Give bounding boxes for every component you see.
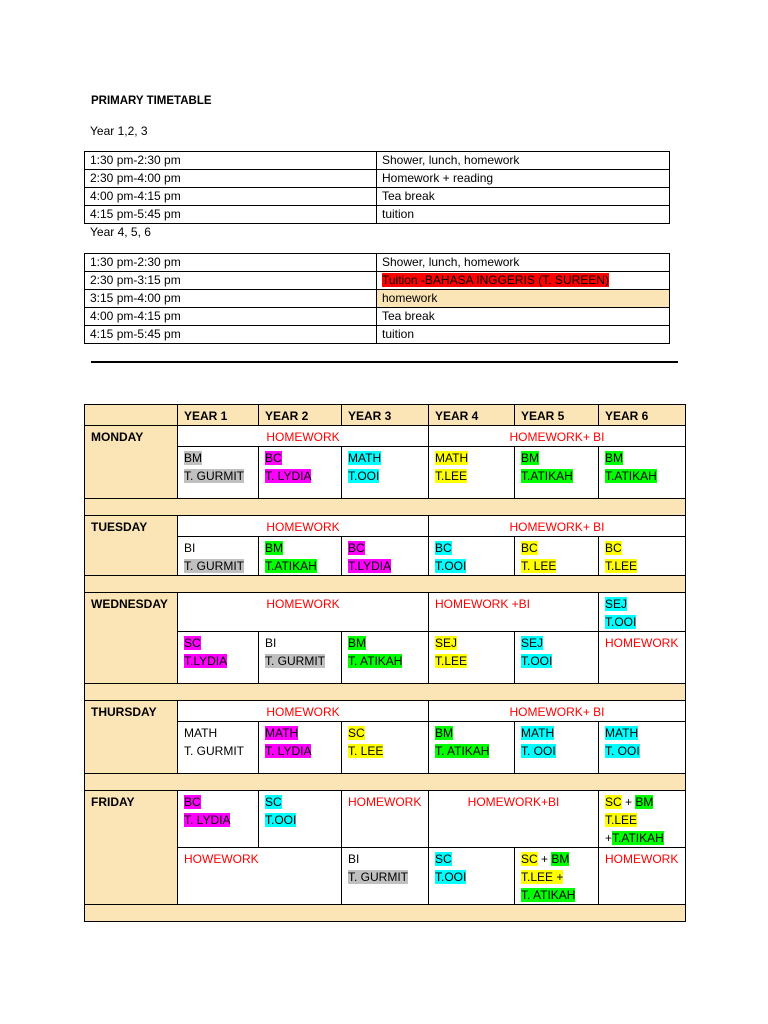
lesson-cell: BI T. GURMIT: [259, 632, 342, 684]
table-row: 2:30 pm-3:15 pm Tuition -BAHASA INGGERIS (T. SUREEN): [85, 272, 670, 290]
table-row: 4:15 pm-5:45 pm tuition: [85, 326, 670, 344]
lower-years-schedule: [84, 151, 670, 224]
lesson-cell: MATH T. LYDIA: [259, 722, 342, 774]
lesson-cell: BC T.LYDIA: [342, 537, 429, 576]
header-year-3: YEAR 3: [342, 405, 429, 426]
table-row: 4:15 pm-5:45 pm tuition: [85, 206, 670, 224]
lesson-cell: MATH T.LEE: [429, 447, 515, 499]
lesson-cell: BI T. GURMIT: [178, 537, 259, 576]
lesson-cell: BC T.LEE: [599, 537, 686, 576]
thursday-homework: HOMEWORK: [178, 701, 429, 722]
lesson-cell: BC T.OOI: [429, 537, 515, 576]
spacer-row: [85, 684, 686, 701]
table-row: 1:30 pm-2:30 pm Shower, lunch, homework: [85, 152, 670, 170]
lesson-cell: BI T. GURMIT: [342, 848, 429, 905]
lower-years-heading: Year 1,2, 3: [90, 124, 148, 138]
lesson-cell: MATH T.OOI: [342, 447, 429, 499]
thursday-homework-bi: HOMEWORK+ BI: [429, 701, 686, 722]
friday-y6-homework: HOMEWORK: [599, 848, 686, 905]
horizontal-rule: [91, 361, 678, 363]
corner-cell: [85, 405, 178, 426]
upper-years-heading: Year 4, 5, 6: [90, 225, 151, 239]
lesson-cell: SC T. LEE: [342, 722, 429, 774]
header-year-1: YEAR 1: [178, 405, 259, 426]
lesson-cell: BM T. ATIKAH: [342, 632, 429, 684]
table-row: [85, 593, 686, 632]
table-row: [85, 791, 686, 848]
friday-homework-bi: HOMEWORK+BI: [429, 791, 599, 848]
header-year-4: YEAR 4: [429, 405, 515, 426]
monday-homework: HOMEWORK: [178, 426, 429, 447]
spacer-row: [85, 774, 686, 791]
day-label-friday: FRIDAY: [85, 791, 178, 905]
lesson-cell: BM T.ATIKAH: [259, 537, 342, 576]
day-label-thursday: THURSDAY: [85, 701, 178, 774]
monday-homework-bi: HOMEWORK+ BI: [429, 426, 686, 447]
tuesday-homework-bi: HOMEWORK+ BI: [429, 516, 686, 537]
lesson-cell: SC T.LYDIA: [178, 632, 259, 684]
lesson-cell: BM T. ATIKAH: [429, 722, 515, 774]
lesson-cell: SC T.OOI: [259, 791, 342, 848]
lesson-cell: MATH T. GURMIT: [178, 722, 259, 774]
lesson-cell: SC T.OOI: [429, 848, 515, 905]
spacer-row: [85, 499, 686, 516]
lesson-cell: SC + BM T.LEE + T. ATIKAH: [515, 848, 599, 905]
spacer-row: [85, 576, 686, 593]
lesson-cell: BM T.ATIKAH: [599, 447, 686, 499]
lesson-cell: SEJ T.OOI: [599, 593, 686, 632]
day-label-tuesday: TUESDAY: [85, 516, 178, 576]
day-label-wednesday: WEDNESDAY: [85, 593, 178, 684]
table-row: 4:00 pm-4:15 pm Tea break: [85, 188, 670, 206]
lesson-cell: BM T. GURMIT: [178, 447, 259, 499]
header-row: [85, 405, 686, 426]
table-row: 3:15 pm-4:00 pm homework: [85, 290, 670, 308]
lesson-cell: BC T. LEE: [515, 537, 599, 576]
table-row: [85, 701, 686, 722]
wednesday-homework-bi: HOMEWORK +BI: [429, 593, 599, 632]
lesson-cell: SEJ T.OOI: [515, 632, 599, 684]
tuesday-homework: HOMEWORK: [178, 516, 429, 537]
table-row: [85, 516, 686, 537]
upper-years-schedule: [84, 253, 670, 344]
table-row: 4:00 pm-4:15 pm Tea break: [85, 308, 670, 326]
page-title: PRIMARY TIMETABLE: [91, 95, 212, 107]
lesson-cell: MATH T. OOI: [515, 722, 599, 774]
wednesday-y6-homework: HOMEWORK: [599, 632, 686, 684]
header-year-2: YEAR 2: [259, 405, 342, 426]
wednesday-homework: HOMEWORK: [178, 593, 429, 632]
tuition-highlight: Tuition -BAHASA INGGERIS (T. SUREEN): [382, 273, 609, 287]
table-row: [85, 426, 686, 447]
weekly-timetable: [84, 404, 686, 922]
friday-y3-homework: HOMEWORK: [342, 791, 429, 848]
lesson-cell: BM T.ATIKAH: [515, 447, 599, 499]
header-year-5: YEAR 5: [515, 405, 599, 426]
lesson-cell: SEJ T.LEE: [429, 632, 515, 684]
day-label-monday: MONDAY: [85, 426, 178, 499]
table-row: 1:30 pm-2:30 pm Shower, lunch, homework: [85, 254, 670, 272]
header-year-6: YEAR 6: [599, 405, 686, 426]
spacer-row: [85, 905, 686, 922]
lesson-cell: BC T. LYDIA: [259, 447, 342, 499]
lesson-cell: BC T. LYDIA: [178, 791, 259, 848]
friday-y12-homework: HOWEWORK: [178, 848, 342, 905]
lesson-cell: SC + BM T.LEE +T.ATIKAH: [599, 791, 686, 848]
table-row: 2:30 pm-4:00 pm Homework + reading: [85, 170, 670, 188]
lesson-cell: MATH T. OOI: [599, 722, 686, 774]
